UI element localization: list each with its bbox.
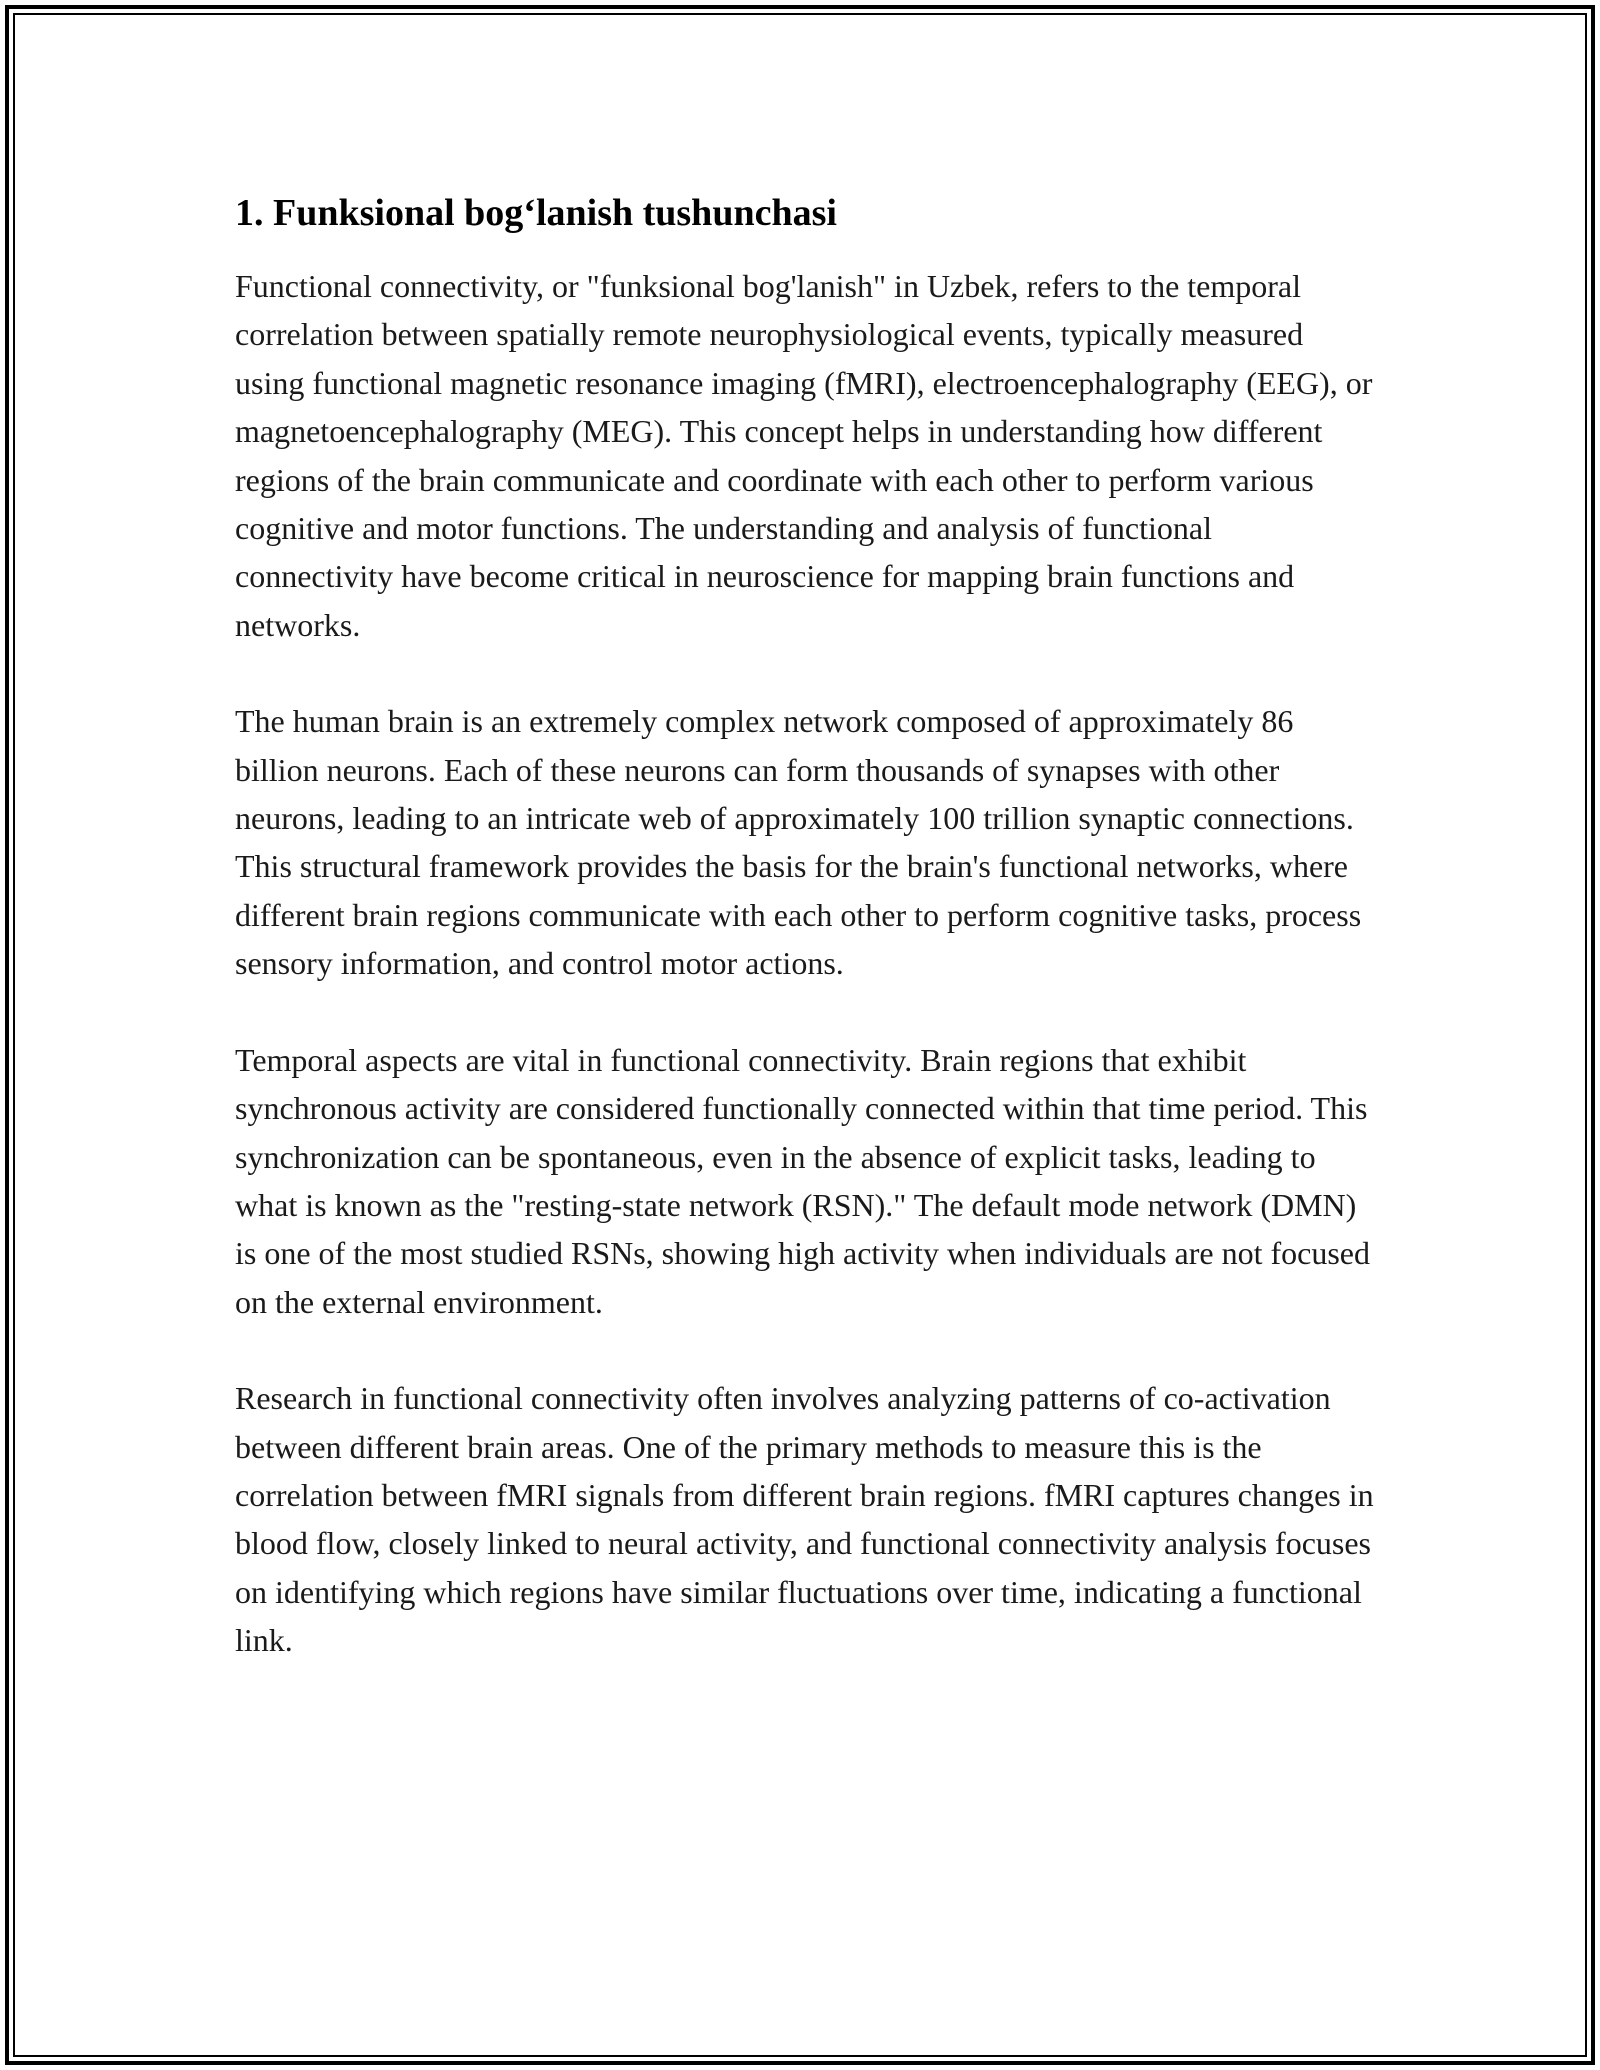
document-body <box>235 186 1375 1665</box>
paragraph-1: Functional connectivity, or "funksional bog'lanish" in Uzbek, refers to the temporal correlation between spatially remote neurophysiological events, typically measured using functional magnetic resonance imaging (fMRI), electroencephalography (EEG), or magnetoencephalography (MEG). This concept helps in understanding how different regions of the brain communicate and coordinate with each other to perform various cognitive and motor functions. The understanding and analysis of functional connectivity have become critical in neuroscience for mapping brain functions and networks. <box>235 268 1373 643</box>
paragraph-3: Temporal aspects are vital in functional connectivity. Brain regions that exhibit synchronous activity are considered functionally connected within that time period. This synchronization can be spontaneous, even in the absence of explicit tasks, leading to what is known as the "resting-state network (RSN)." The default mode network (DMN) is one of the most studied RSNs, showing high activity when individuals are not focused on the external environment. <box>235 1041 1370 1320</box>
paragraph-2: The human brain is an extremely complex network composed of approximately 86 billion neurons. Each of these neurons can form thousands of synapses with other neurons, leading to an intricate web of approximately 100 trillion synaptic connections. This structural framework provides the basis for the brain's functional networks, where different brain regions communicate with each other to perform cognitive tasks, process sensory information, and control motor actions. <box>235 703 1362 982</box>
section-heading: 1. Funksional bog‘lanish tushunchasi <box>235 192 837 234</box>
paragraph-4: Research in functional connectivity often involves analyzing patterns of co-activation between different brain areas. One of the primary methods to measure this is the correlation between fMRI signals from different brain regions. fMRI captures changes in blood flow, closely linked to neural activity, and functional connectivity analysis focuses on identifying which regions have similar fluctuations over time, indicating a functional link. <box>235 1380 1374 1659</box>
